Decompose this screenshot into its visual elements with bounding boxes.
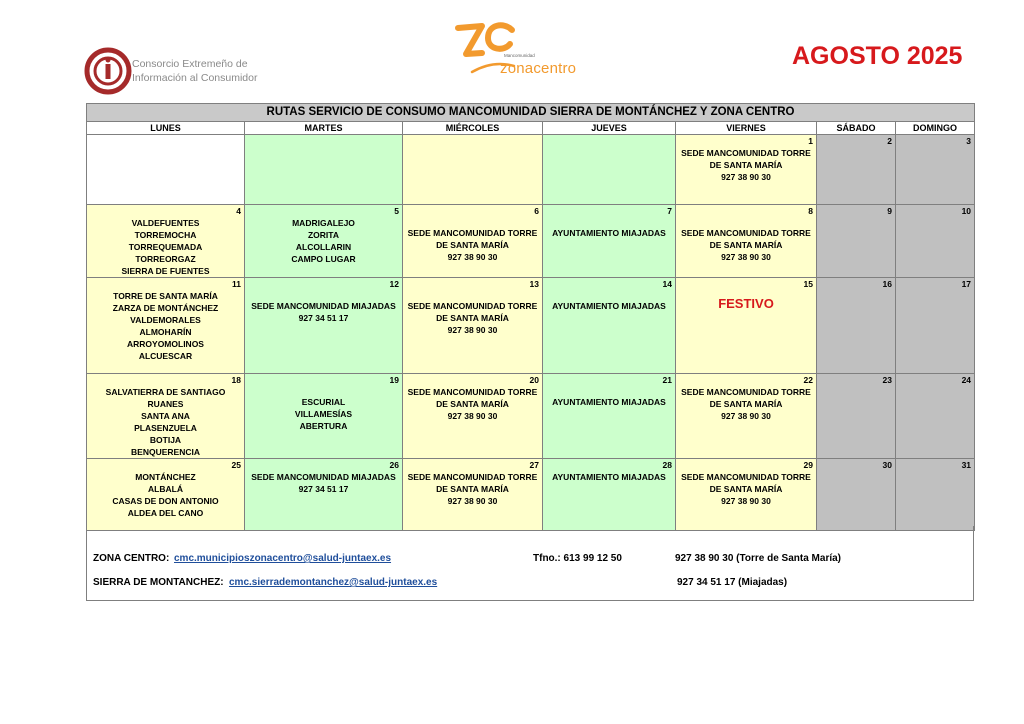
week-row-2 <box>87 205 975 278</box>
day-header-sabado: SÁBADO <box>817 122 896 135</box>
route-entry: VILLAMESÍAS <box>294 409 353 419</box>
day-cell-8 <box>676 205 817 278</box>
sierra-email-link[interactable]: cmc.sierrademontanchez@salud-juntaex.es <box>229 577 438 588</box>
day-cell-28 <box>543 459 676 531</box>
day-number: 30 <box>882 460 892 470</box>
day-number: 11 <box>232 279 241 289</box>
day-number: 19 <box>389 375 399 385</box>
day-number: 24 <box>961 375 972 385</box>
day-cell-19 <box>245 374 403 459</box>
route-phone: 927 38 90 30 <box>721 411 771 421</box>
day-cell-27 <box>403 459 543 531</box>
day-cell-13 <box>403 278 543 374</box>
logo-left-line2: Información al Consumidor <box>132 72 258 84</box>
contact-footer <box>86 526 974 601</box>
route-entry: SEDE MANCOMUNIDAD TORRE <box>407 301 538 311</box>
zonacentro-logo <box>452 20 602 82</box>
day-cell-5 <box>245 205 403 278</box>
day-cell-17 <box>896 278 975 374</box>
day-header-jueves: JUEVES <box>543 122 676 135</box>
day-cell-empty <box>87 135 245 205</box>
day-number: 10 <box>961 206 972 216</box>
route-entry: SEDE MANCOMUNIDAD TORRE <box>407 387 538 397</box>
route-entry: CAMPO LUGAR <box>291 254 356 264</box>
day-number: 20 <box>529 375 539 385</box>
day-cell-10 <box>896 205 975 278</box>
week-row-5 <box>87 459 975 531</box>
route-entry: SEDE MANCOMUNIDAD TORRE <box>407 472 538 482</box>
day-cell-4 <box>87 205 245 278</box>
route-entry: SIERRA DE FUENTES <box>121 266 210 276</box>
day-cell-7 <box>543 205 676 278</box>
day-cell-25 <box>87 459 245 531</box>
day-header-viernes: VIERNES <box>676 122 817 135</box>
holiday-label: FESTIVO <box>718 296 774 311</box>
route-entry: PLASENZUELA <box>134 423 197 433</box>
week-row-1 <box>87 135 975 205</box>
day-number: 21 <box>662 375 672 385</box>
route-phone: 927 38 90 30 <box>447 252 498 262</box>
route-entry: ABERTURA <box>299 421 348 431</box>
day-number: 2 <box>887 136 892 146</box>
day-number: 1 <box>808 136 813 146</box>
phone-torre-text: 927 38 90 30 (Torre de Santa María) <box>675 553 842 564</box>
route-entry: DE SANTA MARÍA <box>436 484 509 494</box>
week-row-3 <box>87 278 975 374</box>
route-entry: AYUNTAMIENTO MIAJADAS <box>552 397 666 407</box>
day-number: 15 <box>803 279 813 289</box>
day-cell-2 <box>817 135 896 205</box>
route-entry: AYUNTAMIENTO MIAJADAS <box>552 472 666 482</box>
day-cell-22 <box>676 374 817 459</box>
route-calendar <box>86 103 975 531</box>
route-entry: DE SANTA MARÍA <box>436 399 509 409</box>
route-entry: ZORITA <box>307 230 339 240</box>
day-cell-9 <box>817 205 896 278</box>
route-phone: 927 34 51 17 <box>298 313 349 323</box>
route-phone: 927 38 90 30 <box>721 496 771 506</box>
route-entry: TORRE DE SANTA MARÍA <box>113 291 218 301</box>
day-cell-empty <box>245 135 403 205</box>
route-entry: SANTA ANA <box>141 411 190 421</box>
route-entry: VALDEFUENTES <box>131 218 200 228</box>
day-cell-31 <box>896 459 975 531</box>
day-cell-15 <box>676 278 817 374</box>
day-number: 27 <box>529 460 539 470</box>
route-phone: 927 38 90 30 <box>447 325 498 335</box>
route-phone: 927 38 90 30 <box>447 496 498 506</box>
route-entry: SEDE MANCOMUNIDAD TORRE <box>681 148 811 158</box>
route-entry: CASAS DE DON ANTONIO <box>112 496 219 506</box>
route-entry: MONTÁNCHEZ <box>135 472 196 482</box>
day-number: 12 <box>389 279 399 289</box>
week-row-4 <box>87 374 975 459</box>
consorcio-emblem-icon <box>84 42 132 100</box>
route-entry: BENQUERENCIA <box>131 447 200 457</box>
route-phone: 927 34 51 17 <box>298 484 349 494</box>
day-number: 8 <box>808 206 813 216</box>
route-entry: ALCUESCAR <box>138 351 193 361</box>
day-header-domingo: DOMINGO <box>896 122 975 135</box>
zona-centro-label: ZONA CENTRO: <box>93 553 170 564</box>
route-entry: AYUNTAMIENTO MIAJADAS <box>552 228 666 238</box>
day-number: 28 <box>662 460 672 470</box>
route-entry: VALDEMORALES <box>130 315 201 325</box>
route-entry: ZARZA DE MONTÁNCHEZ <box>112 303 219 313</box>
day-cell-empty <box>403 135 543 205</box>
day-number: 5 <box>394 206 399 216</box>
route-entry: DE SANTA MARÍA <box>709 160 783 170</box>
route-entry: AYUNTAMIENTO MIAJADAS <box>552 301 666 311</box>
route-entry: DE SANTA MARÍA <box>709 240 783 250</box>
route-entry: ALBALÁ <box>148 484 183 494</box>
day-number: 7 <box>667 206 672 216</box>
route-entry: ARROYOMOLINOS <box>127 339 204 349</box>
logo-center-sub: Mancomunidad <box>504 53 535 58</box>
route-entry: DE SANTA MARÍA <box>709 399 783 409</box>
day-number: 23 <box>882 375 892 385</box>
consorcio-logo <box>84 42 284 100</box>
route-entry: BOTIJA <box>149 435 182 445</box>
page-title: AGOSTO 2025 <box>792 42 963 70</box>
route-phone: 927 38 90 30 <box>721 252 771 262</box>
route-entry: DE SANTA MARÍA <box>709 484 783 494</box>
day-header-martes: MARTES <box>245 122 403 135</box>
zona-centro-email-link[interactable]: cmc.municipioszonacentro@salud-juntaex.es <box>174 553 392 564</box>
day-number: 4 <box>236 206 241 216</box>
route-entry: SEDE MANCOMUNIDAD TORRE <box>681 228 811 238</box>
day-cell-20 <box>403 374 543 459</box>
day-number: 25 <box>231 460 241 470</box>
day-cell-21 <box>543 374 676 459</box>
day-number: 17 <box>961 279 972 289</box>
day-number: 16 <box>882 279 892 289</box>
day-cell-14 <box>543 278 676 374</box>
day-number: 13 <box>529 279 539 289</box>
route-entry: SEDE MANCOMUNIDAD MIAJADAS <box>251 472 396 482</box>
phone-miajadas-text: 927 34 51 17 (Miajadas) <box>677 577 788 588</box>
day-number: 14 <box>662 279 672 289</box>
route-entry: MADRIGALEJO <box>292 218 355 228</box>
day-cell-26 <box>245 459 403 531</box>
day-cell-3 <box>896 135 975 205</box>
day-header-lunes: LUNES <box>87 122 245 135</box>
route-entry: SEDE MANCOMUNIDAD TORRE <box>681 472 811 482</box>
day-cell-29 <box>676 459 817 531</box>
route-entry: DE SANTA MARÍA <box>436 240 509 250</box>
route-entry: SALVATIERRA DE SANTIAGO <box>105 387 226 397</box>
route-entry: SEDE MANCOMUNIDAD MIAJADAS <box>251 301 396 311</box>
day-number: 29 <box>803 460 813 470</box>
route-entry: ALDEA DEL CANO <box>127 508 204 518</box>
route-entry: ALCOLLARIN <box>295 242 352 252</box>
day-cell-18 <box>87 374 245 459</box>
day-number: 3 <box>966 136 972 146</box>
day-cell-23 <box>817 374 896 459</box>
route-entry: DE SANTA MARÍA <box>436 313 509 323</box>
day-number: 9 <box>887 206 892 216</box>
calendar-title: RUTAS SERVICIO DE CONSUMO MANCOMUNIDAD SIERRA DE MONTÁNCHEZ Y ZONA CENTRO <box>87 104 975 122</box>
route-entry: TORREQUEMADA <box>128 242 203 252</box>
day-number: 6 <box>534 206 539 216</box>
route-entry: RUANES <box>147 399 184 409</box>
sierra-label: SIERRA DE MONTANCHEZ: <box>93 577 224 588</box>
day-header-miercoles: MIÉRCOLES <box>403 122 543 135</box>
route-entry: ESCURIAL <box>301 397 346 407</box>
logo-left-line1: Consorcio Extremeño de <box>132 58 248 70</box>
route-entry: TORREORGAZ <box>135 254 196 264</box>
day-cell-11 <box>87 278 245 374</box>
route-phone: 927 38 90 30 <box>447 411 498 421</box>
route-entry: TORREMOCHA <box>134 230 197 240</box>
day-cell-1 <box>676 135 817 205</box>
day-cell-30 <box>817 459 896 531</box>
day-cell-24 <box>896 374 975 459</box>
day-number: 31 <box>961 460 972 470</box>
day-cell-16 <box>817 278 896 374</box>
day-cell-empty <box>543 135 676 205</box>
route-entry: SEDE MANCOMUNIDAD TORRE <box>681 387 811 397</box>
route-phone: 927 38 90 30 <box>721 172 771 182</box>
day-number: 18 <box>231 375 241 385</box>
day-cell-12 <box>245 278 403 374</box>
day-number: 26 <box>389 460 399 470</box>
logo-center-text: zonacentro <box>500 60 577 77</box>
tfno-text: Tfno.: 613 99 12 50 <box>533 553 622 564</box>
route-entry: SEDE MANCOMUNIDAD TORRE <box>407 228 538 238</box>
route-entry: ALMOHARÍN <box>139 327 192 337</box>
day-cell-6 <box>403 205 543 278</box>
day-number: 22 <box>803 375 813 385</box>
